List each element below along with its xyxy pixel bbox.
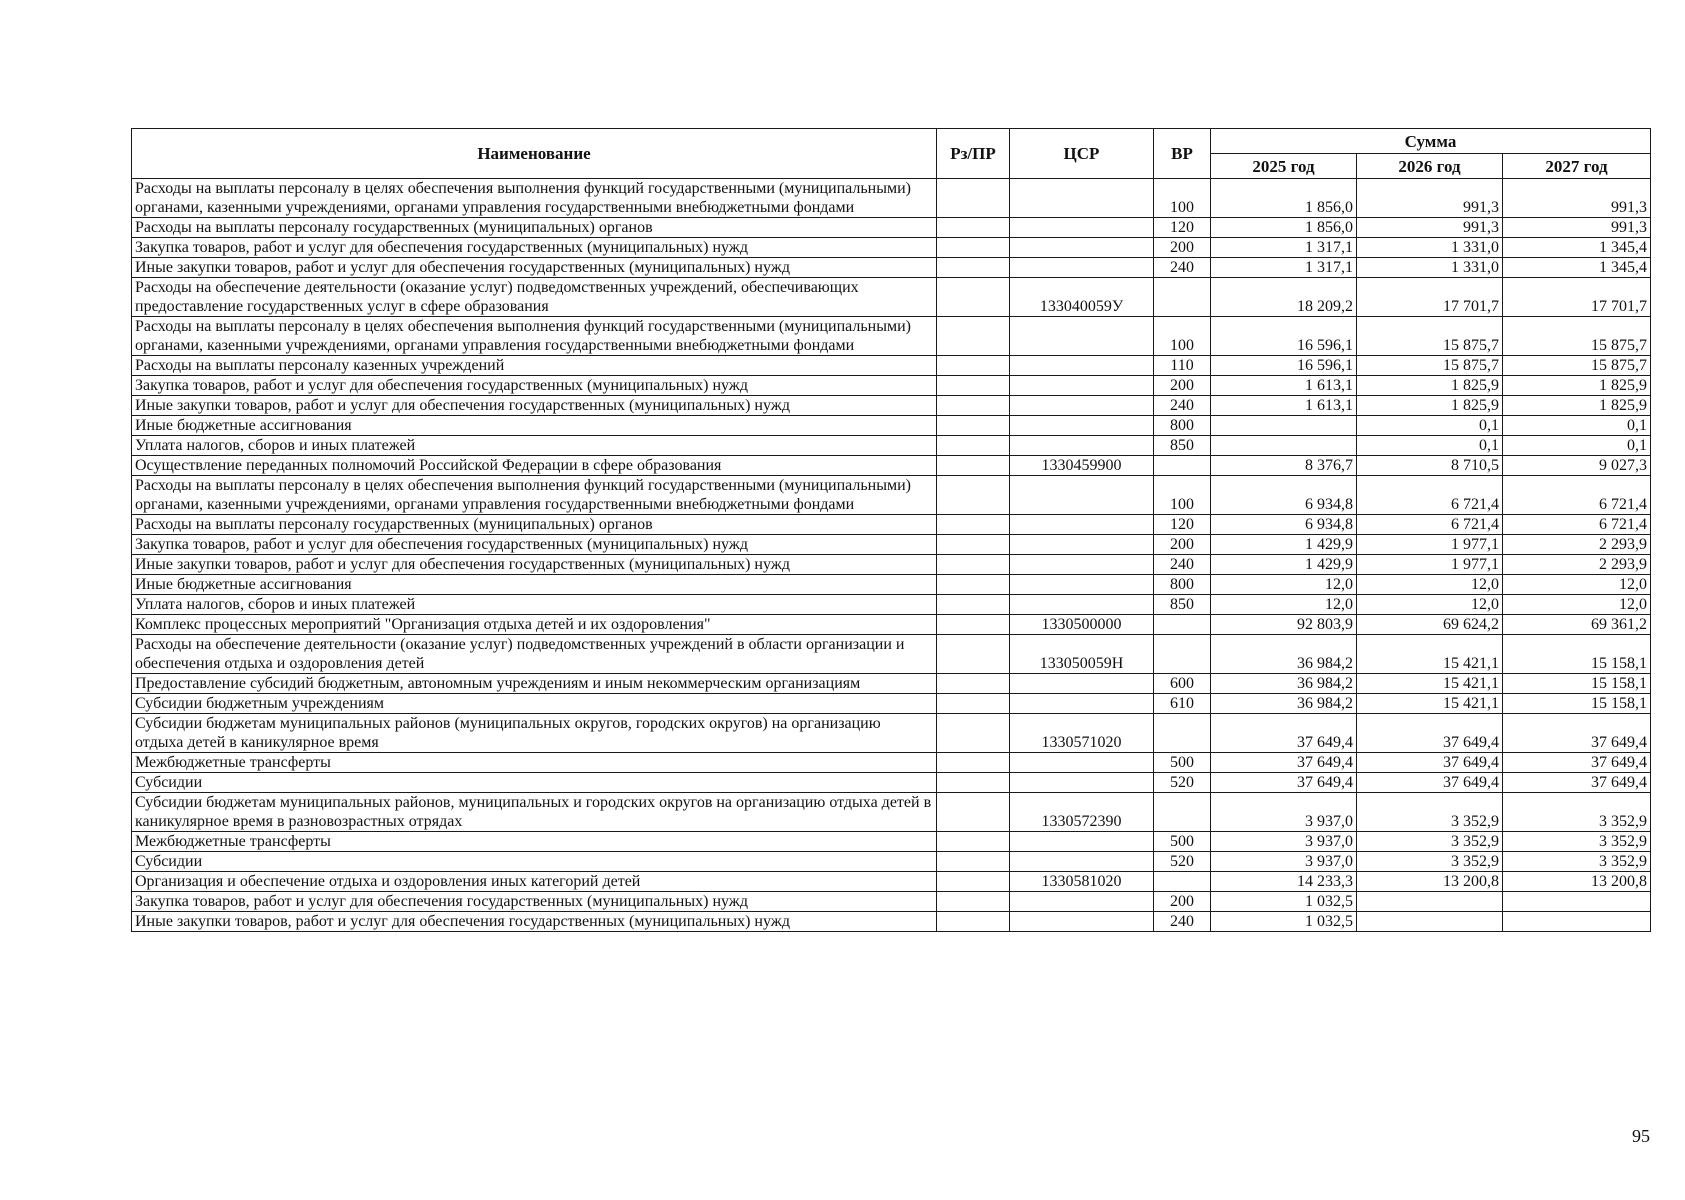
row-vr: 600	[1154, 674, 1211, 694]
row-rz	[937, 278, 1010, 317]
row-name: Расходы на выплаты персоналу в целях обеспечения выполнения функций государственными (муниципальными) органами, казенными учреждениями, органами управления государственными внебюджетными фондами	[132, 317, 937, 356]
header-vr: ВР	[1154, 129, 1211, 179]
row-amount-2027: 0,1	[1503, 436, 1651, 456]
row-name: Закупка товаров, работ и услуг для обеспечения государственных (муниципальных) нужд	[132, 376, 937, 396]
row-amount-2025: 3 937,0	[1211, 832, 1357, 852]
row-amount-2027: 0,1	[1503, 416, 1651, 436]
row-csr	[1010, 238, 1154, 258]
row-rz	[937, 793, 1010, 832]
row-amount-2025: 1 856,0	[1211, 218, 1357, 238]
row-name: Комплекс процессных мероприятий "Организация отдыха детей и их оздоровления"	[132, 615, 937, 635]
row-name: Иные закупки товаров, работ и услуг для обеспечения государственных (муниципальных) нужд	[132, 912, 937, 932]
row-csr	[1010, 753, 1154, 773]
row-amount-2025	[1211, 436, 1357, 456]
row-amount-2025: 6 934,8	[1211, 515, 1357, 535]
row-name: Межбюджетные трансферты	[132, 753, 937, 773]
row-vr	[1154, 278, 1211, 317]
row-amount-2027: 1 825,9	[1503, 376, 1651, 396]
row-amount-2025: 37 649,4	[1211, 753, 1357, 773]
row-vr: 800	[1154, 416, 1211, 436]
row-csr	[1010, 832, 1154, 852]
row-amount-2025: 12,0	[1211, 575, 1357, 595]
table-row	[132, 615, 1651, 635]
row-name: Расходы на выплаты персоналу казенных учреждений	[132, 356, 937, 376]
row-amount-2027: 1 825,9	[1503, 396, 1651, 416]
row-vr: 800	[1154, 575, 1211, 595]
row-amount-2027: 15 875,7	[1503, 317, 1651, 356]
row-amount-2026: 1 331,0	[1357, 258, 1503, 278]
row-rz	[937, 595, 1010, 615]
row-amount-2026: 37 649,4	[1357, 753, 1503, 773]
header-csr: ЦСР	[1010, 129, 1154, 179]
row-rz	[937, 179, 1010, 218]
row-csr	[1010, 575, 1154, 595]
row-amount-2026: 0,1	[1357, 436, 1503, 456]
row-rz	[937, 852, 1010, 872]
page-number: 95	[1632, 1126, 1650, 1146]
header-year-2025: 2025 год	[1211, 154, 1357, 179]
row-csr	[1010, 694, 1154, 714]
row-name: Организация и обеспечение отдыха и оздоровления иных категорий детей	[132, 872, 937, 892]
row-vr: 240	[1154, 912, 1211, 932]
row-amount-2027: 37 649,4	[1503, 714, 1651, 753]
table-row	[132, 575, 1651, 595]
table-row	[132, 456, 1651, 476]
row-amount-2027: 69 361,2	[1503, 615, 1651, 635]
row-name: Предоставление субсидий бюджетным, автономным учреждениям и иным некоммерческим организациям	[132, 674, 937, 694]
row-amount-2026: 17 701,7	[1357, 278, 1503, 317]
row-amount-2027: 1 345,4	[1503, 238, 1651, 258]
table-row	[132, 515, 1651, 535]
row-name: Осуществление переданных полномочий Российской Федерации в сфере образования	[132, 456, 937, 476]
row-amount-2025: 1 317,1	[1211, 258, 1357, 278]
row-vr: 200	[1154, 892, 1211, 912]
row-amount-2025: 36 984,2	[1211, 635, 1357, 674]
table-row	[132, 436, 1651, 456]
row-amount-2027: 9 027,3	[1503, 456, 1651, 476]
table-row	[132, 714, 1651, 753]
row-rz	[937, 535, 1010, 555]
row-amount-2027: 15 158,1	[1503, 635, 1651, 674]
row-vr	[1154, 456, 1211, 476]
row-csr: 1330571020	[1010, 714, 1154, 753]
row-csr: 133050059Н	[1010, 635, 1154, 674]
row-name: Закупка товаров, работ и услуг для обеспечения государственных (муниципальных) нужд	[132, 892, 937, 912]
row-amount-2025: 1 613,1	[1211, 376, 1357, 396]
row-name: Субсидии бюджетным учреждениям	[132, 694, 937, 714]
row-amount-2027: 17 701,7	[1503, 278, 1651, 317]
row-csr: 1330581020	[1010, 872, 1154, 892]
row-rz	[937, 773, 1010, 793]
table-row	[132, 595, 1651, 615]
row-amount-2026: 1 977,1	[1357, 555, 1503, 575]
row-rz	[937, 635, 1010, 674]
row-name: Иные закупки товаров, работ и услуг для обеспечения государственных (муниципальных) нужд	[132, 555, 937, 575]
row-amount-2026: 1 825,9	[1357, 396, 1503, 416]
row-amount-2027: 15 875,7	[1503, 356, 1651, 376]
row-rz	[937, 615, 1010, 635]
row-vr: 120	[1154, 218, 1211, 238]
row-vr: 100	[1154, 476, 1211, 515]
row-csr	[1010, 416, 1154, 436]
row-amount-2027	[1503, 892, 1651, 912]
row-amount-2026: 12,0	[1357, 575, 1503, 595]
header-year-2026: 2026 год	[1357, 154, 1503, 179]
row-name: Расходы на выплаты персоналу в целях обеспечения выполнения функций государственными (муниципальными) органами, казенными учреждениями, органами управления государственными внебюджетными фондами	[132, 179, 937, 218]
table-header	[132, 129, 1651, 179]
row-rz	[937, 575, 1010, 595]
row-amount-2026: 15 421,1	[1357, 694, 1503, 714]
row-vr: 850	[1154, 436, 1211, 456]
row-amount-2025: 1 032,5	[1211, 892, 1357, 912]
table-row	[132, 912, 1651, 932]
row-rz	[937, 396, 1010, 416]
row-amount-2027: 12,0	[1503, 575, 1651, 595]
row-csr	[1010, 892, 1154, 912]
row-vr	[1154, 793, 1211, 832]
table-row	[132, 674, 1651, 694]
row-rz	[937, 416, 1010, 436]
row-amount-2026: 3 352,9	[1357, 832, 1503, 852]
row-amount-2025	[1211, 416, 1357, 436]
row-vr	[1154, 615, 1211, 635]
row-name: Закупка товаров, работ и услуг для обеспечения государственных (муниципальных) нужд	[132, 535, 937, 555]
row-name: Уплата налогов, сборов и иных платежей	[132, 595, 937, 615]
row-name: Иные закупки товаров, работ и услуг для обеспечения государственных (муниципальных) нужд	[132, 258, 937, 278]
row-amount-2026	[1357, 892, 1503, 912]
row-amount-2026: 15 875,7	[1357, 356, 1503, 376]
row-amount-2026: 6 721,4	[1357, 476, 1503, 515]
row-amount-2026: 13 200,8	[1357, 872, 1503, 892]
row-name: Субсидии бюджетам муниципальных районов, муниципальных и городских округов на организацию отдыха детей в каникулярное время в разновозрастных отрядах	[132, 793, 937, 832]
row-csr	[1010, 396, 1154, 416]
row-amount-2026: 3 352,9	[1357, 852, 1503, 872]
row-vr: 110	[1154, 356, 1211, 376]
table-row	[132, 832, 1651, 852]
row-vr: 520	[1154, 773, 1211, 793]
table-row	[132, 872, 1651, 892]
row-name: Расходы на обеспечение деятельности (оказание услуг) подведомственных учреждений в области организации и обеспечения отдыха и оздоровления детей	[132, 635, 937, 674]
row-amount-2025: 16 596,1	[1211, 317, 1357, 356]
row-amount-2027: 3 352,9	[1503, 832, 1651, 852]
row-csr	[1010, 515, 1154, 535]
row-name: Расходы на выплаты персоналу государственных (муниципальных) органов	[132, 218, 937, 238]
row-amount-2026	[1357, 912, 1503, 932]
row-name: Расходы на обеспечение деятельности (оказание услуг) подведомственных учреждений, обеспечивающих предоставление государственных услуг в сфере образования	[132, 278, 937, 317]
row-vr: 120	[1154, 515, 1211, 535]
row-amount-2025: 37 649,4	[1211, 773, 1357, 793]
row-vr: 610	[1154, 694, 1211, 714]
row-amount-2025: 8 376,7	[1211, 456, 1357, 476]
row-name: Иные бюджетные ассигнования	[132, 575, 937, 595]
table-row	[132, 476, 1651, 515]
table-row	[132, 258, 1651, 278]
row-csr	[1010, 852, 1154, 872]
row-amount-2027: 991,3	[1503, 218, 1651, 238]
row-csr	[1010, 674, 1154, 694]
table-row	[132, 793, 1651, 832]
row-amount-2025: 37 649,4	[1211, 714, 1357, 753]
row-amount-2027: 37 649,4	[1503, 773, 1651, 793]
row-amount-2027: 1 345,4	[1503, 258, 1651, 278]
row-amount-2026: 37 649,4	[1357, 773, 1503, 793]
row-name: Субсидии	[132, 852, 937, 872]
row-amount-2025: 1 317,1	[1211, 238, 1357, 258]
row-vr: 100	[1154, 317, 1211, 356]
row-amount-2026: 1 825,9	[1357, 376, 1503, 396]
row-vr: 200	[1154, 376, 1211, 396]
row-rz	[937, 356, 1010, 376]
row-amount-2027: 6 721,4	[1503, 476, 1651, 515]
row-csr: 1330572390	[1010, 793, 1154, 832]
table-row	[132, 694, 1651, 714]
row-amount-2025: 92 803,9	[1211, 615, 1357, 635]
row-amount-2025: 3 937,0	[1211, 793, 1357, 832]
row-rz	[937, 258, 1010, 278]
row-vr	[1154, 635, 1211, 674]
row-rz	[937, 218, 1010, 238]
row-amount-2025: 18 209,2	[1211, 278, 1357, 317]
row-name: Уплата налогов, сборов и иных платежей	[132, 436, 937, 456]
table-row	[132, 218, 1651, 238]
table-row	[132, 852, 1651, 872]
row-amount-2025: 12,0	[1211, 595, 1357, 615]
row-amount-2026: 6 721,4	[1357, 515, 1503, 535]
row-amount-2026: 1 977,1	[1357, 535, 1503, 555]
row-csr	[1010, 356, 1154, 376]
row-vr: 240	[1154, 396, 1211, 416]
header-name: Наименование	[132, 129, 937, 179]
row-amount-2025: 3 937,0	[1211, 852, 1357, 872]
row-amount-2027: 12,0	[1503, 595, 1651, 615]
row-amount-2027: 37 649,4	[1503, 753, 1651, 773]
row-csr	[1010, 376, 1154, 396]
row-amount-2027	[1503, 912, 1651, 932]
table-row	[132, 238, 1651, 258]
row-rz	[937, 238, 1010, 258]
row-amount-2025: 1 429,9	[1211, 535, 1357, 555]
row-amount-2026: 15 421,1	[1357, 674, 1503, 694]
row-amount-2027: 13 200,8	[1503, 872, 1651, 892]
row-vr	[1154, 872, 1211, 892]
table-row	[132, 753, 1651, 773]
table-row	[132, 416, 1651, 436]
row-csr	[1010, 555, 1154, 575]
row-amount-2026: 991,3	[1357, 179, 1503, 218]
row-rz	[937, 436, 1010, 456]
row-vr: 500	[1154, 753, 1211, 773]
row-name: Субсидии бюджетам муниципальных районов (муниципальных округов, городских округов) на организацию отдыха детей в каникулярное время	[132, 714, 937, 753]
row-amount-2026: 991,3	[1357, 218, 1503, 238]
table-body	[132, 179, 1651, 932]
row-amount-2025: 14 233,3	[1211, 872, 1357, 892]
row-vr: 520	[1154, 852, 1211, 872]
row-amount-2027: 15 158,1	[1503, 674, 1651, 694]
row-rz	[937, 714, 1010, 753]
header-rz: Рз/ПР	[937, 129, 1010, 179]
row-amount-2025: 6 934,8	[1211, 476, 1357, 515]
row-rz	[937, 694, 1010, 714]
row-amount-2027: 3 352,9	[1503, 793, 1651, 832]
row-csr	[1010, 218, 1154, 238]
budget-table	[131, 128, 1651, 932]
row-csr	[1010, 476, 1154, 515]
row-vr: 240	[1154, 258, 1211, 278]
row-name: Субсидии	[132, 773, 937, 793]
row-amount-2026: 8 710,5	[1357, 456, 1503, 476]
row-rz	[937, 832, 1010, 852]
row-amount-2025: 36 984,2	[1211, 694, 1357, 714]
row-vr: 100	[1154, 179, 1211, 218]
row-csr	[1010, 773, 1154, 793]
table-row	[132, 179, 1651, 218]
row-name: Иные закупки товаров, работ и услуг для обеспечения государственных (муниципальных) нужд	[132, 396, 937, 416]
row-rz	[937, 476, 1010, 515]
table-row	[132, 892, 1651, 912]
row-name: Расходы на выплаты персоналу в целях обеспечения выполнения функций государственными (муниципальными) органами, казенными учреждениями, органами управления государственными внебюджетными фондами	[132, 476, 937, 515]
row-amount-2026: 12,0	[1357, 595, 1503, 615]
row-csr: 133040059У	[1010, 278, 1154, 317]
row-amount-2025: 1 429,9	[1211, 555, 1357, 575]
row-vr: 200	[1154, 238, 1211, 258]
row-rz	[937, 555, 1010, 575]
row-vr	[1154, 714, 1211, 753]
row-amount-2025: 1 856,0	[1211, 179, 1357, 218]
row-amount-2026: 0,1	[1357, 416, 1503, 436]
row-name: Закупка товаров, работ и услуг для обеспечения государственных (муниципальных) нужд	[132, 238, 937, 258]
row-vr: 240	[1154, 555, 1211, 575]
row-csr	[1010, 535, 1154, 555]
row-amount-2027: 6 721,4	[1503, 515, 1651, 535]
row-rz	[937, 674, 1010, 694]
row-csr	[1010, 317, 1154, 356]
table-row	[132, 356, 1651, 376]
row-amount-2026: 3 352,9	[1357, 793, 1503, 832]
row-rz	[937, 912, 1010, 932]
row-amount-2025: 36 984,2	[1211, 674, 1357, 694]
row-vr: 850	[1154, 595, 1211, 615]
table-row	[132, 535, 1651, 555]
row-rz	[937, 872, 1010, 892]
row-csr	[1010, 912, 1154, 932]
row-rz	[937, 317, 1010, 356]
row-name: Расходы на выплаты персоналу государственных (муниципальных) органов	[132, 515, 937, 535]
row-amount-2027: 991,3	[1503, 179, 1651, 218]
table-row	[132, 278, 1651, 317]
row-vr: 200	[1154, 535, 1211, 555]
table-row	[132, 555, 1651, 575]
header-sum: Сумма	[1211, 129, 1651, 154]
header-year-2027: 2027 год	[1503, 154, 1651, 179]
row-amount-2026: 1 331,0	[1357, 238, 1503, 258]
row-name: Межбюджетные трансферты	[132, 832, 937, 852]
row-amount-2026: 69 624,2	[1357, 615, 1503, 635]
row-amount-2025: 1 032,5	[1211, 912, 1357, 932]
row-rz	[937, 892, 1010, 912]
row-amount-2027: 15 158,1	[1503, 694, 1651, 714]
row-amount-2025: 1 613,1	[1211, 396, 1357, 416]
row-amount-2027: 2 293,9	[1503, 535, 1651, 555]
row-amount-2027: 3 352,9	[1503, 852, 1651, 872]
row-rz	[937, 456, 1010, 476]
row-rz	[937, 376, 1010, 396]
table-row	[132, 317, 1651, 356]
row-amount-2026: 15 421,1	[1357, 635, 1503, 674]
row-csr: 1330459900	[1010, 456, 1154, 476]
row-amount-2026: 37 649,4	[1357, 714, 1503, 753]
row-csr	[1010, 436, 1154, 456]
row-csr	[1010, 595, 1154, 615]
row-csr	[1010, 179, 1154, 218]
table-row	[132, 773, 1651, 793]
row-amount-2027: 2 293,9	[1503, 555, 1651, 575]
row-vr: 500	[1154, 832, 1211, 852]
table-row	[132, 635, 1651, 674]
row-name: Иные бюджетные ассигнования	[132, 416, 937, 436]
row-csr	[1010, 258, 1154, 278]
row-csr: 1330500000	[1010, 615, 1154, 635]
table-row	[132, 376, 1651, 396]
table-row	[132, 396, 1651, 416]
row-rz	[937, 753, 1010, 773]
row-amount-2026: 15 875,7	[1357, 317, 1503, 356]
row-rz	[937, 515, 1010, 535]
row-amount-2025: 16 596,1	[1211, 356, 1357, 376]
